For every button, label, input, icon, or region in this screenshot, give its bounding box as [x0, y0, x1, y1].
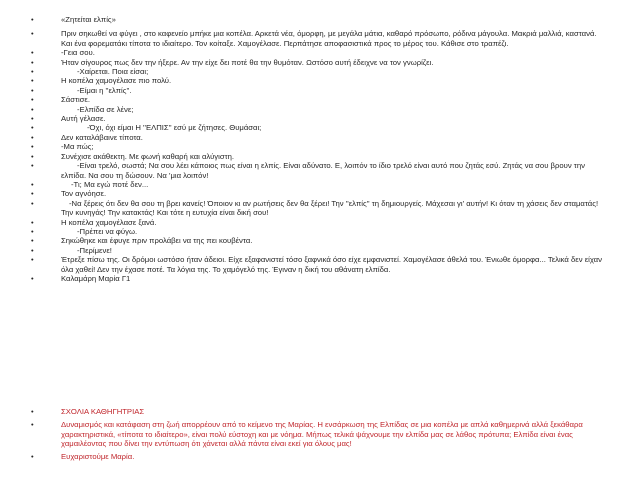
teacher-notes-thanks: • Ευχαριστούμε Μαρία. [0, 452, 638, 461]
story-line: • Αυτή γέλασε. [0, 114, 638, 123]
story-dialogue-line: • -Όχι, όχι είμαι Η ''ΕΛΠΙΣ'' εσύ με ζήτησες. Θυμάσαι; [0, 123, 638, 132]
story-paragraph: • Έτρεξε πίσω της. Οι δρόμοι ωστόσο ήταν άδειοι. Είχε εξαφανιστεί τόσο ξαφνικά όσο είχε εμφανιστεί. Χαμογέλασε άθελά του. Ένιωθε όμορφα... Τελικά δεν είχαν όλα χαθεί! Δεν την έχασε ποτέ. Τα λόγια της. Το χαμόγελό της. Έγιναν η δική του αθάνατη ελπίδα. [0, 255, 638, 274]
story-line: • Ήταν σίγουρος πως δεν την ήξερε. Αν την είχε δει ποτέ θα την θυμόταν. Ωστόσο αυτή έδειχνε να τον γνωρίζει. [0, 58, 638, 67]
story-dialogue-line: • -Περίμενε! [0, 246, 638, 255]
story-line: • Σηκώθηκε και έφυγε πριν προλάβει να της πει κουβέντα. [0, 236, 638, 245]
teacher-notes-heading: • ΣΧΟΛΙΑ ΚΑΘΗΓΗΤΡΙΑΣ [0, 407, 638, 416]
story-dialogue-line: • -Είναι τρελό, σωστά; Να σου λέει κάποιος πως είναι η ελπίς. Είναι αδύνατο. Ε, λοιπόν το ίδιο τρελό είναι αυτό που ζητάς εσύ. Ζητάς να σου βρουν την ελπίδα. Να σου τη δώσουν. Να 'μια λοιπόν! [0, 161, 638, 180]
teacher-notes-list [0, 407, 638, 461]
story-line: • Η κοπέλα χαμογέλασε ξανά. [0, 218, 638, 227]
story-line: • Η κοπέλα χαμογέλασε πιο πολύ. [0, 76, 638, 85]
story-dialogue-line: • -Είμαι η ''ελπίς''. [0, 86, 638, 95]
story-author: • Καλαμάρη Μαρία Γ1 [0, 274, 638, 283]
story-line: • -Γεια σου. [0, 48, 638, 57]
story-dialogue-line: • -Χαίρεται. Ποια είσαι; [0, 67, 638, 76]
teacher-notes-comment: • Δυναμισμός και κατάφαση στη ζωή απορρέουν από το κείμενο της Μαρίας. Η ενσάρκωση της Ελπίδας σε μια κοπέλα με απλά καθημερινά αλλά ξεκάθαρα χαρακτηριστικά, «τίποτα το ιδιαίτερο», είναι πολύ εύστοχη και με νόημα. Μήπως τελικά ψάχνουμε την ελπίδα μας σε λάθος πρότυπα; Ελπίδα είναι ένας χαμαιλέοντας που δίνει την εντύπωση ότι χάνεται αλλά πάντα είναι εκεί για όλους μας! [0, 420, 638, 448]
story-line: • -Μα πώς; [0, 142, 638, 151]
story-line: • Τον αγνόησε. [0, 189, 638, 198]
story-title: • «Ζητείται ελπίς» [0, 15, 638, 24]
story-line: • Σάστισε. [0, 95, 638, 104]
story-line: • Συνέχισε ακάθεκτη. Με φωνή καθαρή και αλύγιστη. [0, 152, 638, 161]
story-dialogue-line: • -Ελπίδα σε λένε; [0, 105, 638, 114]
story-dialogue-line: • -Πρέπει να φύγω. [0, 227, 638, 236]
story-paragraph: • Πριν σηκωθεί να φύγει , στο καφενείο μπήκε μια κοπέλα. Αρκετά νέα, όμορφη, με μεγάλα μάτια, καθαρό πρόσωπο, ρόδινα μάγουλα. Μακριά μαλλιά, καστανά. Και ένα φορεματάκι τίποτα το ιδιαίτερο. Τον κοίταξε. Χαμογέλασε. Περπάτησε αποφασιστικά προς το μέρος του. Κάθισε στο τραπέζι. [0, 29, 638, 48]
story-line: • Δεν καταλάβαινε τίποτα. [0, 133, 638, 142]
story-bullet-list [0, 15, 638, 283]
story-dialogue-line: • -Να ξέρεις ότι δεν θα σου τη βρει κανείς! Όποιον κι αν ρωτήσεις δεν θα ξέρει! Την ''ελπίς'' τη δημιουργείς. Μάχεσαι γι' αυτήν! Κι όταν τη χάσεις δεν σταματάς! Την κυνηγάς! Την κατακτάς! Και τότε η ευτυχία είναι δική σου! [0, 199, 638, 218]
story-dialogue-line: • -Τι; Μα εγώ ποτέ δεν... [0, 180, 638, 189]
